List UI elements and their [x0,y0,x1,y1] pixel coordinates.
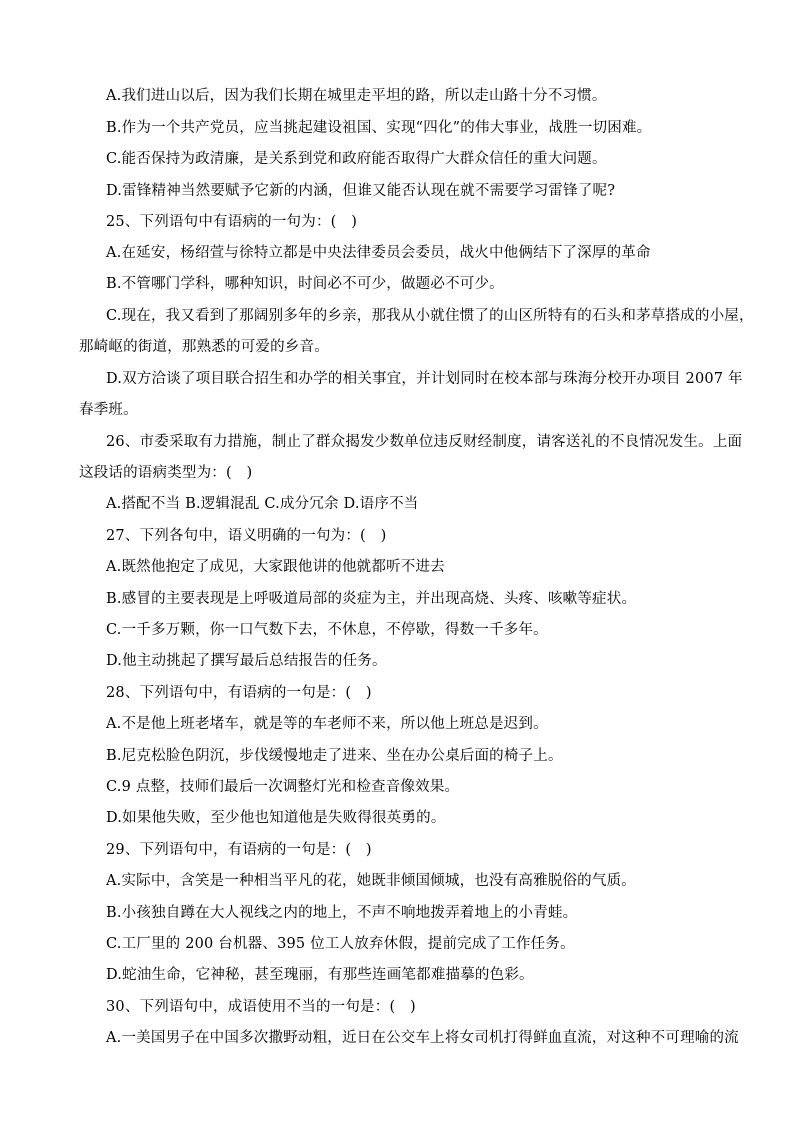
option-a-28: A.不是他上班老堵车，就是等的车老师不来，所以他上班总是迟到。 [106,716,548,732]
option-a-30: A.一美国男子在中国多次撒野动粗，近日在公交车上将女司机打得鲜血直流，对这种不可理喻的流 [106,1030,739,1046]
option-c-27: C.一千多万颗，你一口气数下去，不休息，不停歇，得数一千多年。 [106,622,548,638]
option-b-27: B.感冒的主要表现是上呼吸道局部的炎症为主，并出现高烧、头疼、咳嗽等症状。 [106,591,637,607]
question-27: 27、下列各句中，语义明确的一句为：( ) [106,528,387,544]
option-d-25-cont: 春季班。 [79,402,138,418]
options-26: A.搭配不当 B.逻辑混乱 C.成分冗余 D.语序不当 [106,496,419,512]
question-26: 26、市委采取有力措施，制止了群众揭发少数单位违反财经制度，请客送礼的不良情况发生。上面 [106,434,743,450]
question-30: 30、下列语句中，成语使用不当的一句是：( ) [106,999,416,1015]
option-b-24: B.作为一个共产党员，应当挑起建设祖国、实现“四化”的伟大事业，战胜一切困难。 [106,120,652,136]
question-26-cont: 这段话的语病类型为：( ) [79,465,253,481]
option-c-25: C.现在，我又看到了那阔别多年的乡亲，那我从小就住惯了的山区所特有的石头和茅草搭成的小屋， [106,308,754,324]
option-c-25-cont: 那崎岖的街道，那熟悉的可爱的乡音。 [79,339,329,355]
question-25: 25、下列语句中有语病的一句为：( ) [106,214,358,230]
option-d-24: D.雷锋精神当然要赋予它新的内涵，但谁又能否认现在就不需要学习雷锋了呢? [106,183,616,199]
option-a-25: A.在延安，杨绍萱与徐特立都是中央法律委员会委员，战火中他俩结下了深厚的革命 [106,245,651,261]
option-a-29: A.实际中，含笑是一种相当平凡的花，她既非倾国倾城，也没有高雅脱俗的气质。 [106,873,636,889]
option-a-24: A.我们进山以后，因为我们长期在城里走平坦的路，所以走山路十分不习惯。 [106,88,607,104]
option-b-25: B.不管哪门学科，哪种知识，时间必不可少，做题必不可少。 [106,276,504,292]
option-d-27: D.他主动挑起了撰写最后总结报告的任务。 [106,653,387,669]
option-c-29: C.工厂里的 200 台机器、395 位工人放弃休假，提前完成了工作任务。 [106,936,575,952]
option-a-27: A.既然他抱定了成见，大家跟他讲的他就都听不进去 [106,559,445,575]
option-b-29: B.小孩独自蹲在大人视线之内的地上，不声不响地拨弄着地上的小青蛙。 [106,905,578,921]
option-b-28: B.尼克松脸色阴沉，步伐缓慢地走了进来、坐在办公桌后面的椅子上。 [106,748,563,764]
option-d-25: D.双方洽谈了项目联合招生和办学的相关事宜，并计划同时在校本部与珠海分校开办项目 2007 年 [106,371,743,387]
option-d-29: D.蛇油生命，它神秘，甚至瑰丽，有那些连画笔都难描摹的色彩。 [106,967,534,983]
question-28: 28、下列语句中，有语病的一句是：( ) [106,685,372,701]
option-c-28: C.9 点整，技师们最后一次调整灯光和检查音像效果。 [106,779,460,795]
option-c-24: C.能否保持为政清廉，是关系到党和政府能否取得广大群众信任的重大问题。 [106,151,607,167]
option-d-28: D.如果他失败，至少他也知道他是失败得很英勇的。 [106,810,446,826]
question-29: 29、下列语句中，有语病的一句是：( ) [106,842,372,858]
